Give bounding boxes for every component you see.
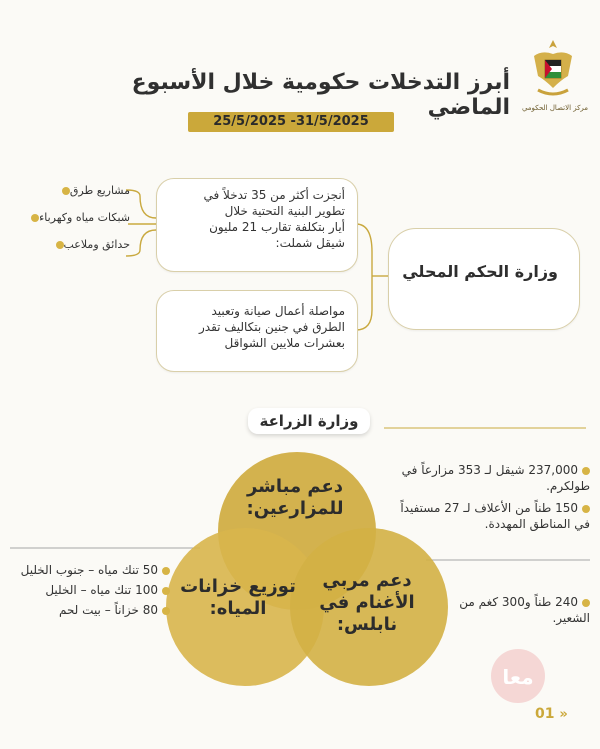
double-chevron-icon: » <box>559 707 568 722</box>
bullet-icon <box>582 599 590 607</box>
farmers-support-label: دعم مباشر للمزارعين: <box>246 476 344 519</box>
list-item: 237,000 شيقل لـ 353 مزارعاً في طولكرم. <box>401 463 590 493</box>
infra-list <box>10 184 130 251</box>
bullet-icon <box>62 187 70 195</box>
list-item: 150 طناً من الأعلاف لـ 27 مستفيداً في المناطق المهددة. <box>400 501 590 531</box>
bullet-icon <box>31 214 39 222</box>
date-range-bar: 25/5/2025 -31/5/2025 <box>188 112 394 132</box>
ministry-agriculture-label: وزارة الزراعة <box>248 408 370 434</box>
page-title: أبرز التدخلات حكومية خلال الأسبوع الماضي <box>131 70 510 120</box>
list-item: شبكات مياه وكهرباء <box>10 211 130 224</box>
list-item: 100 تنك مياه – الخليل <box>10 582 170 598</box>
water-tanks-details <box>10 562 170 618</box>
infrastructure-box: أنجزت أكثر من 35 تدخلاً في تطوير البنية التحتية خلال أيار بتكلفة تقارب 21 مليون شيقل شملت: <box>156 178 358 272</box>
sheep-support-label: دعم مربي الأغنام في نابلس: <box>319 570 415 635</box>
bullet-icon <box>162 587 170 595</box>
list-item: 80 خزاناً – بيت لحم <box>10 602 170 618</box>
farmers-support-details <box>384 462 590 532</box>
list-item: حدائق وملاعب <box>10 238 130 251</box>
water-tanks-label: توزيع خزانات المياه: <box>180 576 296 619</box>
ministry-local-government-label: وزارة الحكم المحلي <box>402 262 558 281</box>
roads-maintenance-box: مواصلة أعمال صيانة وتعبيد الطرق في جنين بتكاليف تقدر بعشرات ملايين الشواقل <box>156 290 358 372</box>
bullet-icon <box>582 467 590 475</box>
emblem-caption: مركز الاتصال الحكومي <box>521 104 589 112</box>
logo-text: معا <box>502 665 534 689</box>
bullet-icon <box>162 607 170 615</box>
sheep-support-details: 240 طناً و300 كغم من الشعير. <box>459 595 590 625</box>
bullet-icon <box>582 505 590 513</box>
list-item: مشاريع طرق <box>10 184 130 197</box>
bullet-icon <box>162 567 170 575</box>
list-item: 50 تنك مياه – جنوب الخليل <box>10 562 170 578</box>
page-number: 01 » <box>535 706 568 722</box>
maan-logo-icon <box>488 646 548 706</box>
bullet-icon <box>56 241 64 249</box>
